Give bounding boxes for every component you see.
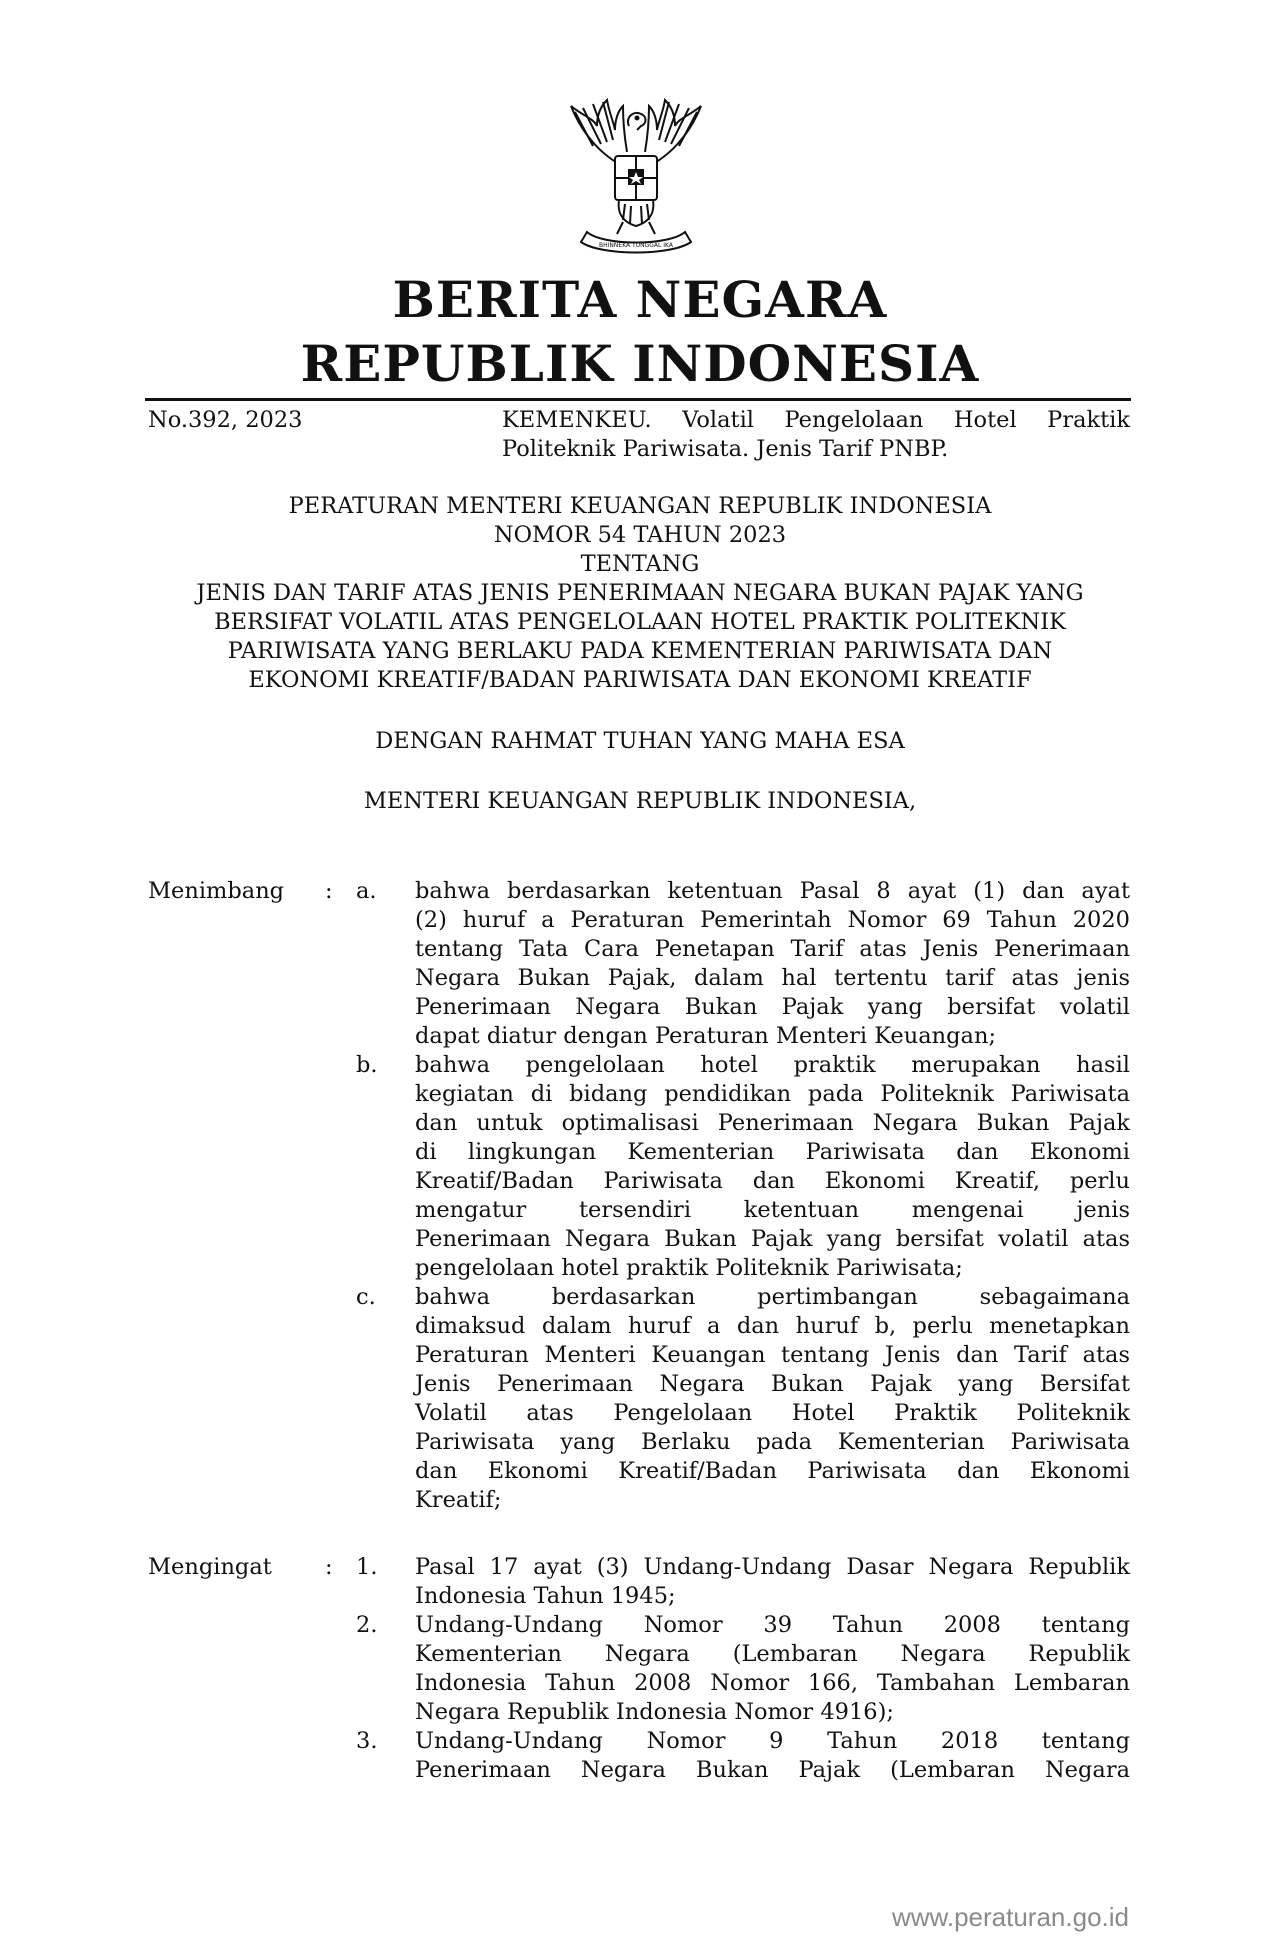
mengingat-1-line: Pasal 17 ayat (3) Undang-Undang Dasar Negara Republik xyxy=(415,1554,1130,1580)
menimbang-b-line: di lingkungan Kementerian Pariwisata dan Ekonomi xyxy=(415,1139,1130,1165)
mengingat-label: Mengingat xyxy=(148,1554,272,1580)
garuda-emblem-icon xyxy=(553,96,719,256)
mengingat-marker-3: 3. xyxy=(356,1728,378,1754)
issue-summary-line2: Politeknik Pariwisata. Jenis Tarif PNBP. xyxy=(502,436,949,462)
mengingat-2-line: Indonesia Tahun 2008 Nomor 166, Tambahan Lembaran xyxy=(415,1670,1130,1696)
footer-url-link[interactable]: www.peraturan.go.id xyxy=(891,1902,1129,1932)
menimbang-colon: : xyxy=(325,878,333,904)
menimbang-label: Menimbang xyxy=(148,878,285,904)
menimbang-b-line: Kreatif/Badan Pariwisata dan Ekonomi Kreatif, perlu xyxy=(415,1168,1130,1194)
menimbang-a-line: Negara Bukan Pajak, dalam hal tertentu tarif atas jenis xyxy=(415,965,1130,991)
menimbang-b-line: kegiatan di bidang pendidikan pada Politeknik Pariwisata xyxy=(415,1081,1130,1107)
issue-summary-line1: KEMENKEU. Volatil Pengelolaan Hotel Praktik xyxy=(502,407,1130,433)
menimbang-c-line: bahwa berdasarkan pertimbangan sebagaimana xyxy=(415,1284,1130,1310)
emblem-motto: BHINNEKA TUNGGAL IKA xyxy=(599,242,673,249)
menimbang-marker-b: b. xyxy=(356,1052,378,1078)
heading-line4: JENIS DAN TARIF ATAS JENIS PENERIMAAN NEGARA BUKAN PAJAK YANG xyxy=(196,580,1084,606)
gazette-title-line1: BERITA NEGARA xyxy=(392,270,888,329)
menimbang-marker-c: c. xyxy=(356,1284,376,1310)
blessing-line: DENGAN RAHMAT TUHAN YANG MAHA ESA xyxy=(375,728,905,754)
menimbang-b-line: dan untuk optimalisasi Penerimaan Negara Bukan Pajak xyxy=(415,1110,1130,1136)
menimbang-a-line: Penerimaan Negara Bukan Pajak yang bersifat volatil xyxy=(415,994,1130,1020)
mengingat-colon: : xyxy=(325,1554,333,1580)
menimbang-b-line: Penerimaan Negara Bukan Pajak yang bersifat volatil atas xyxy=(415,1226,1130,1252)
heading-line5: BERSIFAT VOLATIL ATAS PENGELOLAAN HOTEL PRAKTIK POLITEKNIK xyxy=(214,609,1066,635)
mengingat-marker-2: 2. xyxy=(356,1612,378,1638)
gazette-title-line2: REPUBLIK INDONESIA xyxy=(300,334,980,393)
menimbang-c-line: Kreatif; xyxy=(415,1487,502,1513)
heading-line1: PERATURAN MENTERI KEUANGAN REPUBLIK INDONESIA xyxy=(288,493,992,519)
menimbang-b-line: pengelolaan hotel praktik Politeknik Pariwisata; xyxy=(415,1255,963,1281)
menimbang-a-line: (2) huruf a Peraturan Pemerintah Nomor 69 Tahun 2020 xyxy=(415,907,1130,933)
menimbang-c-line: Volatil atas Pengelolaan Hotel Praktik Politeknik xyxy=(415,1400,1130,1426)
heading-line3: TENTANG xyxy=(580,551,700,577)
mengingat-2-line: Negara Republik Indonesia Nomor 4916); xyxy=(415,1699,894,1725)
menimbang-a-line: tentang Tata Cara Penetapan Tarif atas Jenis Penerimaan xyxy=(415,936,1130,962)
menimbang-b-line: mengatur tersendiri ketentuan mengenai jenis xyxy=(415,1197,1130,1223)
heading-line2: NOMOR 54 TAHUN 2023 xyxy=(493,522,787,548)
menimbang-c-line: dimaksud dalam huruf a dan huruf b, perlu menetapkan xyxy=(415,1313,1130,1339)
menimbang-marker-a: a. xyxy=(356,878,377,904)
menimbang-c-line: dan Ekonomi Kreatif/Badan Pariwisata dan Ekonomi xyxy=(415,1458,1130,1484)
mengingat-2-line: Kementerian Negara (Lembaran Negara Republik xyxy=(415,1641,1130,1667)
mengingat-2-line: Undang-Undang Nomor 39 Tahun 2008 tentang xyxy=(415,1612,1130,1638)
mengingat-3-line: Penerimaan Negara Bukan Pajak (Lembaran Negara xyxy=(415,1757,1130,1783)
masthead-divider xyxy=(145,398,1131,401)
heading-line7: EKONOMI KREATIF/BADAN PARIWISATA DAN EKONOMI KREATIF xyxy=(248,667,1032,693)
mengingat-1-line: Indonesia Tahun 1945; xyxy=(415,1583,676,1609)
menimbang-b-line: bahwa pengelolaan hotel praktik merupakan hasil xyxy=(415,1052,1130,1078)
menimbang-c-line: Jenis Penerimaan Negara Bukan Pajak yang Bersifat xyxy=(415,1371,1130,1397)
mengingat-marker-1: 1. xyxy=(356,1554,378,1580)
menimbang-c-line: Peraturan Menteri Keuangan tentang Jenis dan Tarif atas xyxy=(415,1342,1130,1368)
mengingat-3-line: Undang-Undang Nomor 9 Tahun 2018 tentang xyxy=(415,1728,1130,1754)
minister-line: MENTERI KEUANGAN REPUBLIK INDONESIA, xyxy=(363,788,917,814)
heading-line6: PARIWISATA YANG BERLAKU PADA KEMENTERIAN PARIWISATA DAN xyxy=(227,638,1053,664)
issue-number: No.392, 2023 xyxy=(148,407,303,433)
menimbang-c-line: Pariwisata yang Berlaku pada Kementerian Pariwisata xyxy=(415,1429,1130,1455)
menimbang-a-line: dapat diatur dengan Peraturan Menteri Keuangan; xyxy=(415,1023,997,1049)
menimbang-a-line: bahwa berdasarkan ketentuan Pasal 8 ayat (1) dan ayat xyxy=(415,878,1130,904)
